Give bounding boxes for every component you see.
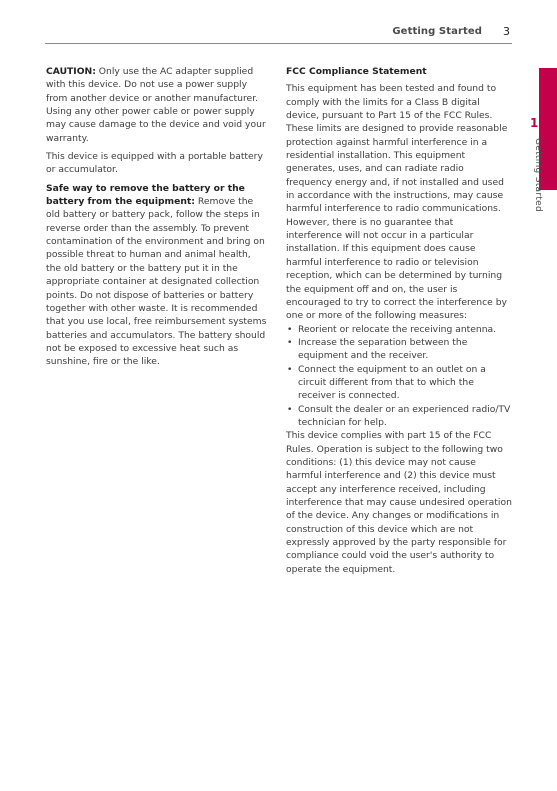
- battery-removal-label: Safe way to remove the battery or the battery from the equipment:: [46, 182, 245, 208]
- page-header: [45, 26, 512, 44]
- list-item: [286, 336, 512, 363]
- fcc-heading: FCC Compliance Statement: [286, 66, 427, 77]
- battery-removal-text: Remove the old battery or battery pack, follow the steps in reverse order than the assembly. To prevent contamination of the environment and bring on possible threat to human and animal health, the old battery or the battery put it in the appropriate container at designated collection points. Do not dispose of batteries or battery together with other waste. It is recommended that you use local, free reimbursement systems batteries and accumulators. The battery should not be exposed to excessive heat such as sunshine, fire or the like.: [46, 196, 267, 368]
- caution-label: CAUTION:: [46, 66, 96, 77]
- fcc-closing-paragraph: This device complies with part 15 of the FCC Rules. Operation is subject to the following two conditions: (1) this device may not cause harmful interference and (2) this device must accept any interference received, including interference that may cause undesired operation of the device. Any changes or modifications in construction of this device which are not expressly approved by the party responsible for compliance could void the user's authority to operate the equipment.: [286, 430, 512, 575]
- battery-paragraph: This device is equipped with a portable battery or accumulator.: [46, 151, 263, 176]
- fcc-measures-list: [286, 323, 512, 430]
- right-column: [286, 65, 512, 576]
- bullet-icon: •: [287, 323, 293, 335]
- caution-text: Only use the AC adapter supplied with this device. Do not use a power supply from another device or another manufacturer. Using any other power cable or power supply may cause damage to the device and void your warranty.: [46, 66, 266, 144]
- chapter-number: 1: [530, 116, 539, 130]
- chapter-label: Getting Started: [533, 137, 543, 213]
- list-item: [286, 363, 512, 403]
- left-column: [46, 65, 268, 369]
- list-item-text: Reorient or relocate the receiving antenna.: [298, 323, 497, 335]
- section-title: Getting Started: [392, 26, 482, 37]
- bullet-icon: •: [287, 363, 293, 375]
- list-item: [286, 403, 512, 430]
- caution-paragraph: [46, 65, 268, 145]
- page-number: 3: [503, 25, 510, 38]
- bullet-icon: •: [287, 403, 293, 415]
- list-item-text: Consult the dealer or an experienced radio/TV technician for help.: [298, 403, 511, 428]
- battery-removal-paragraph: [46, 182, 268, 369]
- list-item-text: Increase the separation between the equipment and the receiver.: [298, 336, 468, 362]
- list-item-text: Connect the equipment to an outlet on a circuit different from that to which the receiver is connected.: [298, 363, 486, 402]
- list-item: [286, 323, 512, 336]
- fcc-intro-paragraph: This equipment has been tested and found to comply with the limits for a Class B digital device, pursuant to Part 15 of the FCC Rules. These limits are designed to provide reasonable protection against harmful interference in a residential installation. This equipment generates, uses, and can radiate radio frequency energy and, if not installed and used in accordance with the instructions, may cause harmful interference to radio communications. However, there is no guarantee that interference will not occur in a particular installation. If this equipment does cause harmful interference to radio or television reception, which can be determined by turning the equipment off and on, the user is encouraged to try to correct the interference by one or more of the following measures:: [286, 83, 508, 322]
- header-divider: [45, 43, 512, 44]
- bullet-icon: •: [287, 336, 293, 348]
